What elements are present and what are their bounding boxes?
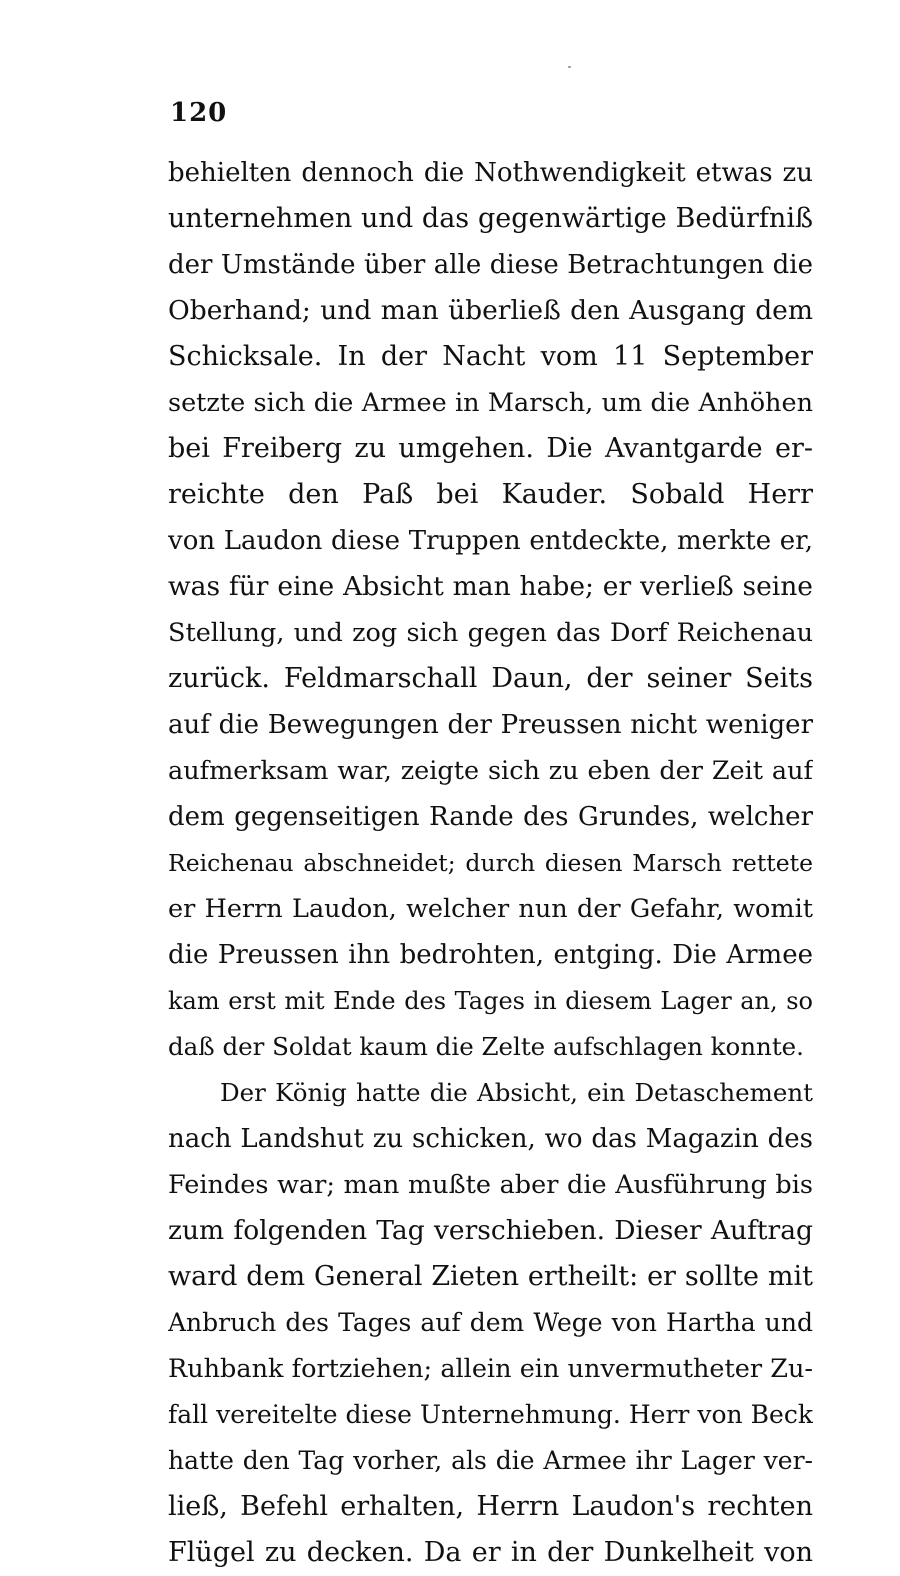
text-line: Feindes war; man mußte aber die Ausführung bis [168,1170,813,1200]
text-line: die Preussen ihn bedrohten, entging. Die Armee [168,940,813,970]
text-line: Stellung, und zog sich gegen das Dorf Reichenau [168,618,813,648]
text-line: Ruhbank fortziehen; allein ein unvermutheter Zu- [168,1354,813,1384]
text-line: dem gegenseitigen Rande des Grundes, welcher [168,802,813,832]
text-line-paragraph-end: daß der Soldat kaum die Zelte aufschlagen konnte. [168,1032,804,1061]
text-line: von Laudon diese Truppen entdeckte, merkte er, [168,526,813,556]
text-line: was für eine Absicht man habe; er verließ seine [168,571,813,602]
text-line: reichte den Paß bei Kauder. Sobald Herr [168,479,813,510]
text-line: Oberhand; und man überließ den Ausgang dem [168,295,813,326]
text-line: er Herrn Laudon, welcher nun der Gefahr, womit [168,894,813,924]
text-line: fall vereitelte diese Unternehmung. Herr von Beck [168,1400,813,1429]
page-number: 120 [170,98,228,128]
text-line: setzte sich die Armee in Marsch, um die Anhöhen [168,388,813,418]
paper-speck [568,66,571,68]
text-line: zurück. Feldmarschall Daun, der seiner Seits [168,663,813,694]
text-line: unternehmen und das gegenwärtige Bedürfniß [168,203,813,234]
text-line: Flügel zu decken. Da er in der Dunkelheit von [168,1537,813,1568]
text-line: behielten dennoch die Nothwendigkeit etwas zu [168,158,813,188]
text-line: ließ, Befehl erhalten, Herrn Laudon's rechten [168,1491,813,1522]
text-line: nach Landshut zu schicken, wo das Magazin des [168,1124,813,1154]
text-line: Reichenau abschneidet; durch diesen Marsch rettete [168,849,813,877]
text-line: Anbruch des Tages auf dem Wege von Hartha und [168,1308,813,1337]
text-line: ward dem General Zieten ertheilt: er sollte mit [168,1261,813,1292]
text-line: zum folgenden Tag verschieben. Dieser Auftrag [168,1215,813,1246]
text-line: hatte den Tag vorher, als die Armee ihr Lager ver- [168,1446,813,1475]
text-line: bei Freiberg zu umgehen. Die Avantgarde er- [168,433,813,464]
text-line: aufmerksam war, zeigte sich zu eben der Zeit auf [168,756,813,786]
body-text [168,150,813,1576]
text-line-paragraph-start: Der König hatte die Absicht, ein Detaschement [220,1078,813,1107]
text-line: kam erst mit Ende des Tages in diesem Lager an, so [168,987,813,1015]
text-line: Schicksale. In der Nacht vom 11 September [168,341,813,372]
text-line: der Umstände über alle diese Betrachtungen die [168,250,813,280]
text-line: auf die Bewegungen der Preussen nicht weniger [168,710,813,740]
